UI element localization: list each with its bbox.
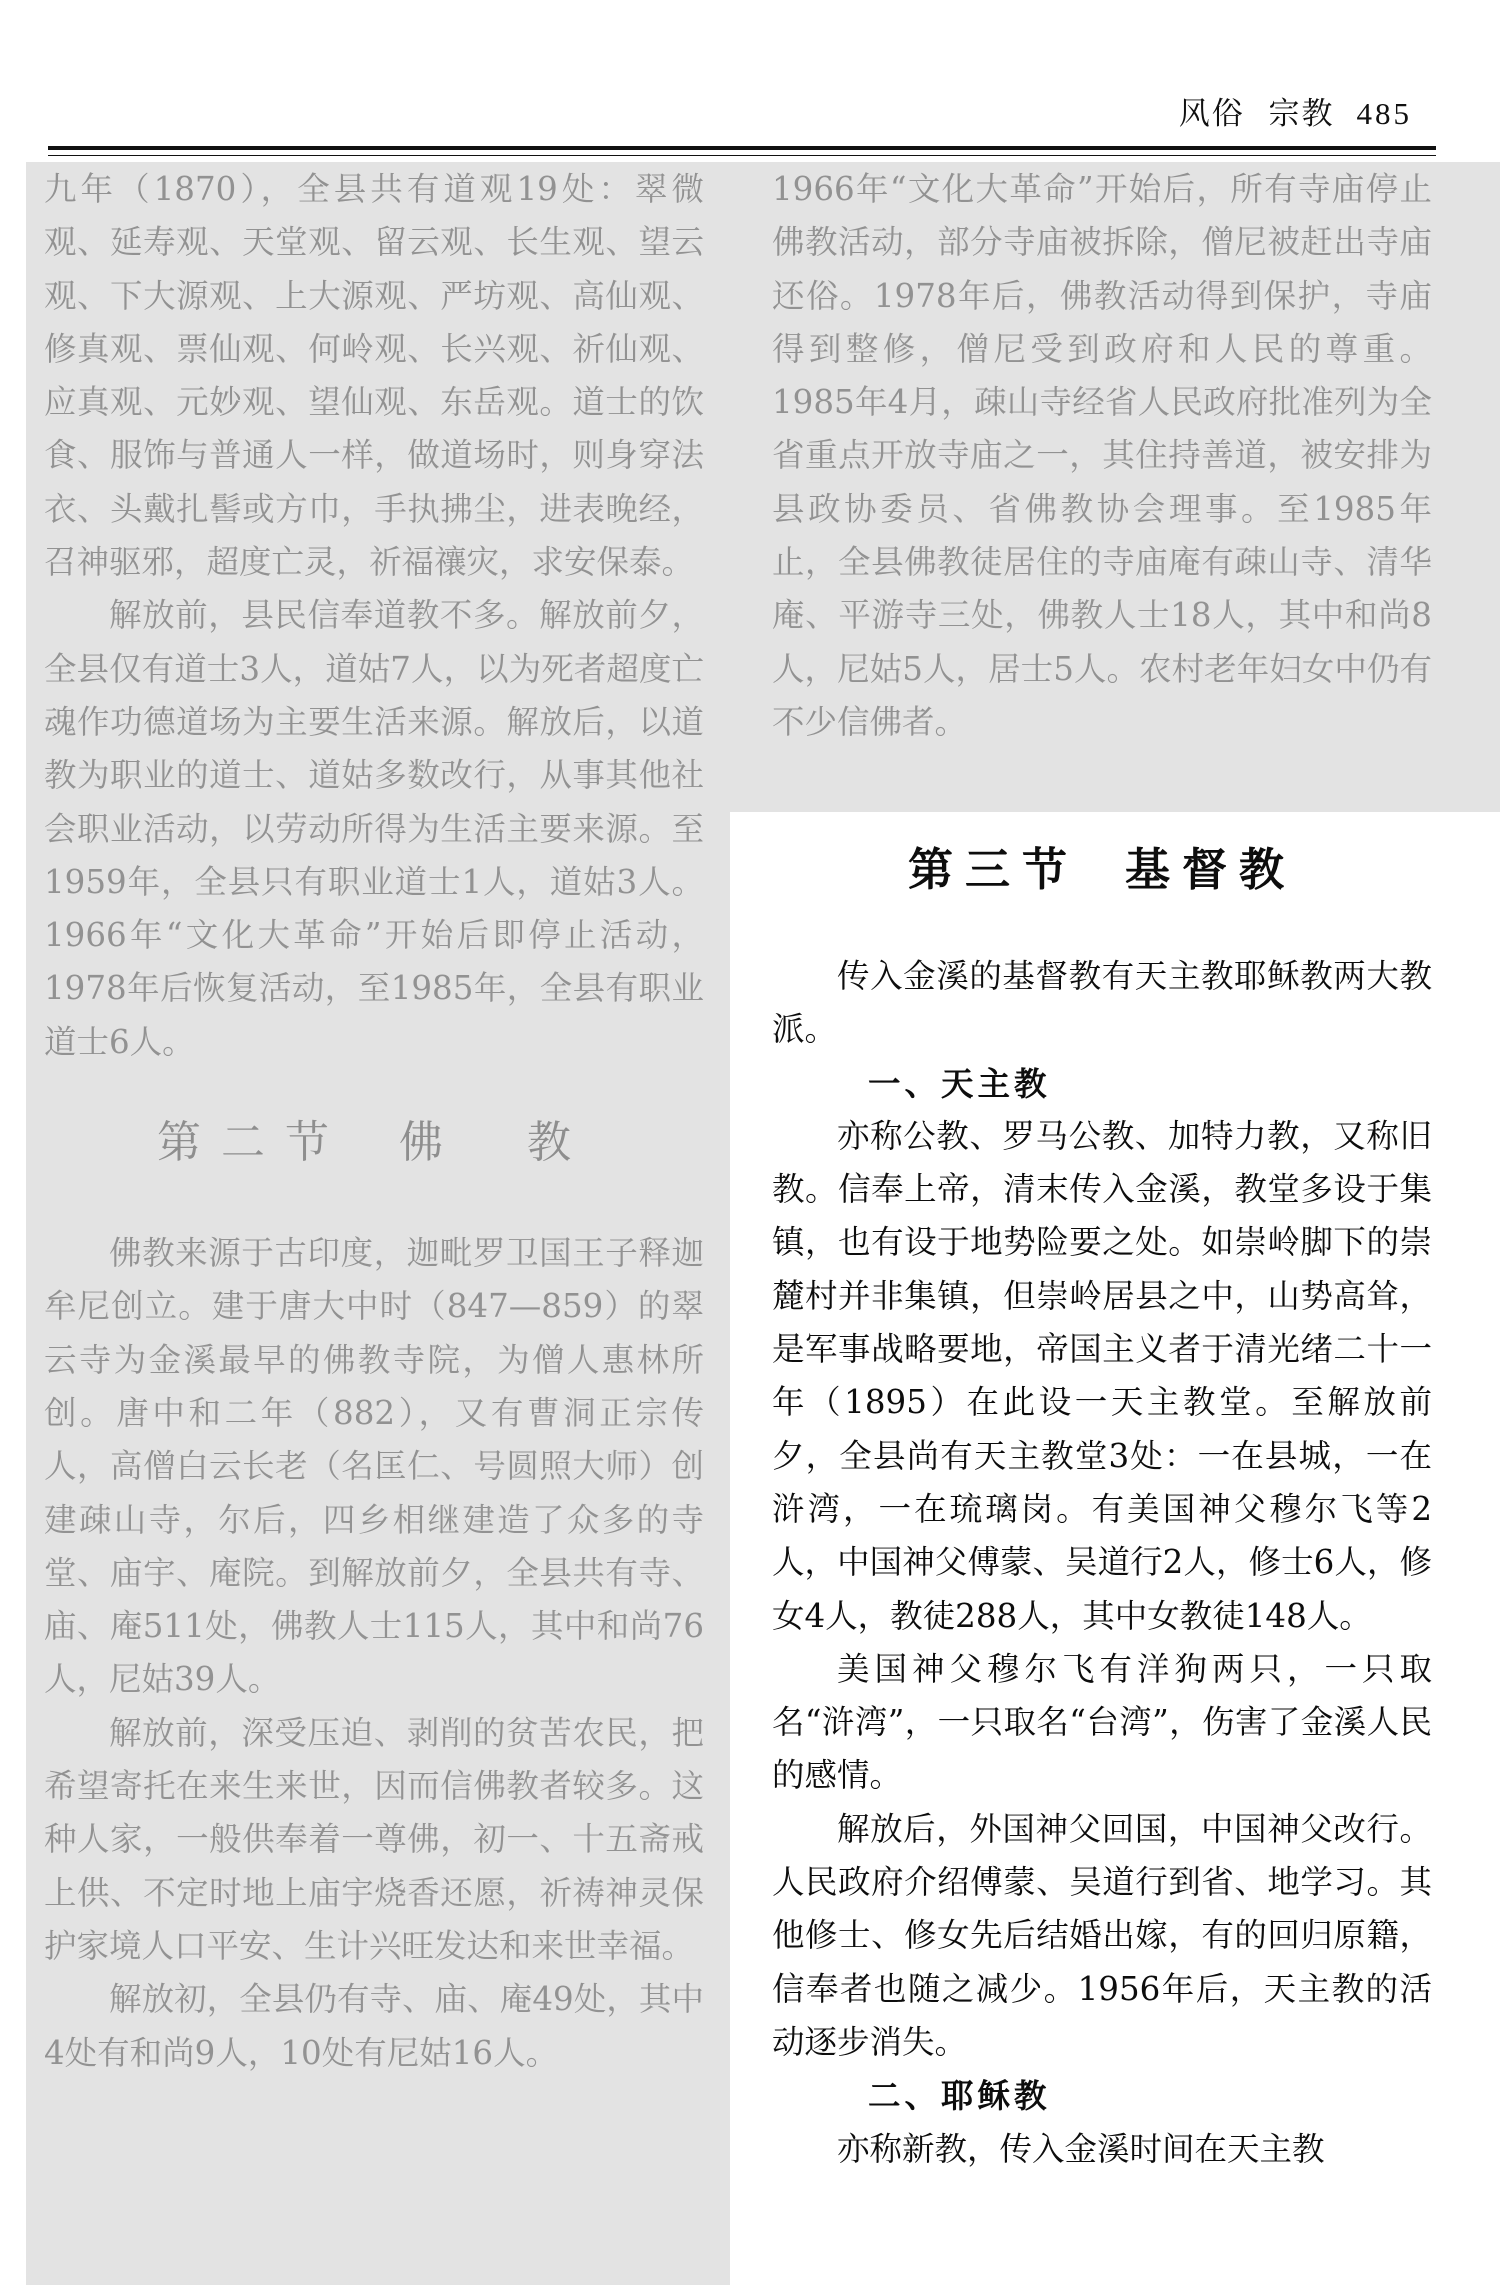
subheading-catholicism: 一、天主教 [868, 1063, 1051, 1103]
paragraph: 1966年“文化大革命”开始后，所有寺庙停止佛教活动，部分寺庙被拆除，僧尼被赶出寺庙还俗。1978年后，佛教活动得到保护，寺庙得到整修，僧尼受到政府和人民的尊重。1985年4月，疎山寺经省人民政府批准列为全省重点开放寺庙之一，其住持善道，被安排为县政协委员、省佛教协会理事。至1985年止，全县佛教徒居住的寺庙庵有疎山寺、清华庵、平游寺三处，佛教人士18人，其中和尚8人，尼姑5人，居士5人。农村老年妇女中仍有不少信佛者。 [772, 170, 1432, 741]
paragraph: 佛教来源于古印度，迦毗罗卫国王子释迦牟尼创立。建于唐大中时（847—859）的翠云寺为金溪最早的佛教寺院，为僧人惠林所创。唐中和二年（882），又有曹洞正宗传人，高僧白云长老（名匡仁、号圆照大师）创建疎山寺，尔后，四乡相继建造了众多的寺堂、庙宇、庵院。到解放前夕，全县共有寺、庙、庵511处，佛教人士115人，其中和尚76人，尼姑39人。 [44, 1234, 704, 1699]
header-title: 风俗 宗教 [1178, 96, 1335, 132]
paragraph: 解放后，外国神父回国，中国神父改行。人民政府介绍傅蒙、吴道行到省、地学习。其他修士、修女先后结婚出嫁，有的回归原籍，信奉者也随之减少。1956年后，天主教的活动逐步消失。 [772, 1809, 1432, 2061]
paragraph: 九年（1870），全县共有道观19处：翠微观、延寿观、天堂观、留云观、长生观、望云观、下大源观、上大源观、严坊观、高仙观、修真观、票仙观、何岭观、长兴观、祈仙观、应真观、元妙观、望仙观、东岳观。道士的饮食、服饰与普通人一样，做道场时，则身穿法衣、头戴扎髻或方巾，手执拂尘，进表晚经，召神驱邪，超度亡灵，祈福禳灾，求安保泰。 [44, 170, 704, 582]
section-heading-buddhism [44, 1113, 704, 1173]
paragraph: 解放初，全县仍有寺、庙、庵49处，其中4处有和尚9人，10处有尼姑16人。 [44, 1980, 704, 2072]
subheading-protestantism: 二、耶稣教 [868, 2076, 1051, 2116]
header-rule-thick [48, 146, 1436, 150]
header-rule-thin [48, 155, 1436, 156]
page-number: 485 [1356, 96, 1412, 131]
right-column [772, 840, 1432, 2176]
section-word: 基督教 [1125, 843, 1297, 896]
section-label: 第二节 [157, 1117, 349, 1169]
paragraph: 解放前，县民信奉道教不多。解放前夕，全县仅有道士3人，道姑7人，以为死者超度亡魂作功德道场为主要生活来源。解放后，以道教为职业的道士、道姑多数改行，从事其他社会职业活动，以劳动所得为生活主要来源。至1959年，全县只有职业道士1人，道姑3人。1966年“文化大革命”开始后即停止活动，1978年后恢复活动，至1985年，全县有职业道士6人。 [44, 596, 704, 1061]
left-column [44, 163, 704, 2080]
right-column-top [772, 163, 1432, 749]
paragraph: 亦称公教、罗马公教、加特力教，又称旧教。信奉上帝，清末传入金溪，教堂多设于集镇，也有设于地势险要之处。如崇岭脚下的崇麓村并非集镇，但崇岭居县之中，山势高耸，是军事战略要地，帝国主义者于清光绪二十一年（1895）在此设一天主教堂。至解放前夕，全县尚有天主教堂3处：一在县城，一在浒湾，一在琉璃岗。有美国神父穆尔飞等2人，中国神父傅蒙、吴道行2人，修士6人，修女4人，教徒288人，其中女教徒148人。 [772, 1116, 1432, 1635]
section-label: 第三节 [907, 843, 1079, 896]
running-header [1179, 88, 1412, 133]
section-heading-christianity [772, 840, 1432, 900]
paragraph: 美国神父穆尔飞有洋狗两只，一只取名“浒湾”，一只取名“台湾”，伤害了金溪人民的感情。 [772, 1649, 1432, 1795]
section-word: 佛 教 [399, 1117, 591, 1169]
paragraph: 解放前，深受压迫、剥削的贫苦农民，把希望寄托在来生来世，因而信佛教者较多。这种人家，一般供奉着一尊佛，初一、十五斋戒上供、不定时地上庙宇烧香还愿，祈祷神灵保护家境人口平安、生计兴旺发达和来世幸福。 [44, 1713, 704, 1965]
paragraph: 传入金溪的基督教有天主教耶稣教两大教派。 [772, 957, 1432, 1049]
paragraph: 亦称新教，传入金溪时间在天主教 [837, 2129, 1325, 2168]
